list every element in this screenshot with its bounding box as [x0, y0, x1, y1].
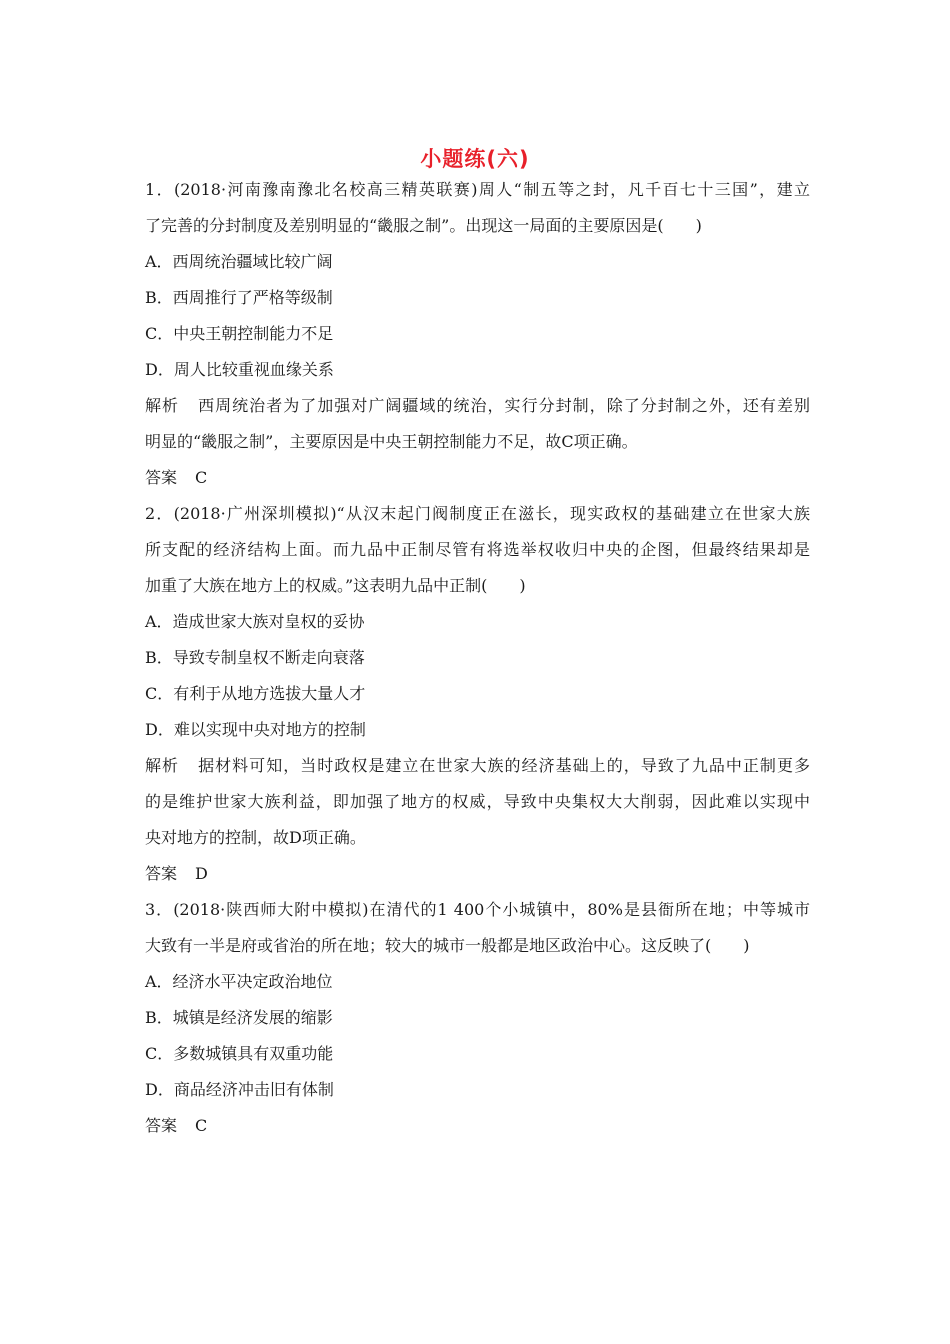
analysis-text: 据材料可知，当时政权是建立在世家大族的经济基础上的，导致了九品中正制更多	[197, 756, 810, 775]
question-3-answer	[145, 1116, 810, 1136]
answer-value: C	[195, 1116, 208, 1135]
answer-value: C	[195, 468, 208, 487]
question-2-option-b: B．导致专制皇权不断走向衰落	[145, 648, 365, 667]
question-1-option-d: D．周人比较重视血缘关系	[145, 360, 334, 379]
question-3-stem-line-2: 大致有一半是府或省治的所在地；较大的城市一般都是地区政治中心。这反映了( )	[145, 936, 750, 955]
question-1-analysis-line-2: 明显的“畿服之制”，主要原因是中央王朝控制能力不足，故C项正确。	[145, 432, 638, 451]
question-1-option-b: B．西周推行了严格等级制	[145, 288, 333, 307]
question-3-option-c: C．多数城镇具有双重功能	[145, 1044, 334, 1063]
answer-label: 答案	[145, 864, 178, 883]
question-3-option-d: D．商品经济冲击旧有体制	[145, 1080, 334, 1099]
question-1-answer	[145, 468, 810, 488]
question-3-option-b: B．城镇是经济发展的缩影	[145, 1008, 333, 1027]
question-2-stem-line-2: 所支配的经济结构上面。而九品中正制尽管有将选举权收归中央的企图，但最终结果却是	[145, 540, 810, 559]
question-2-analysis-line-2: 的是维护世家大族利益，即加强了地方的权威，导致中央集权大大削弱，因此难以实现中	[145, 792, 810, 811]
question-2-stem-line-1: 2．(2018·广州深圳模拟)“从汉末起门阀制度正在滋长，现实政权的基础建立在世家大族	[145, 504, 810, 523]
question-3-stem-line-1: 3．(2018·陕西师大附中模拟)在清代的1 400个小城镇中，80%是县衙所在地；中等城市	[145, 900, 810, 919]
page-title: 小题练(六)	[420, 147, 530, 171]
answer-label: 答案	[145, 1116, 178, 1135]
analysis-label: 解析	[145, 756, 180, 775]
analysis-text: 西周统治者为了加强对广阔疆域的统治，实行分封制，除了分封制之外，还有差别	[197, 396, 810, 415]
question-1-stem-line-1: 1．(2018·河南豫南豫北名校高三精英联赛)周人“制五等之封，凡千百七十三国”，建立	[145, 180, 810, 199]
question-2-analysis-line-1	[145, 756, 810, 776]
answer-value: D	[195, 864, 208, 883]
question-1-option-a: A．西周统治疆域比较广阔	[145, 252, 333, 271]
question-2-option-a: A．造成世家大族对皇权的妥协	[145, 612, 365, 631]
question-2-stem-line-3: 加重了大族在地方上的权威。”这表明九品中正制( )	[145, 576, 526, 595]
question-3-option-a: A．经济水平决定政治地位	[145, 972, 333, 991]
question-2-option-c: C．有利于从地方选拔大量人才	[145, 684, 366, 703]
question-1-analysis-line-1	[145, 396, 810, 416]
question-2-option-d: D．难以实现中央对地方的控制	[145, 720, 366, 739]
analysis-label: 解析	[145, 396, 180, 415]
question-2-analysis-line-3: 央对地方的控制，故D项正确。	[145, 828, 366, 847]
question-2-answer	[145, 864, 810, 884]
answer-label: 答案	[145, 468, 178, 487]
question-1-stem-line-2: 了完善的分封制度及差别明显的“畿服之制”。出现这一局面的主要原因是( )	[145, 216, 702, 235]
question-1-option-c: C．中央王朝控制能力不足	[145, 324, 334, 343]
